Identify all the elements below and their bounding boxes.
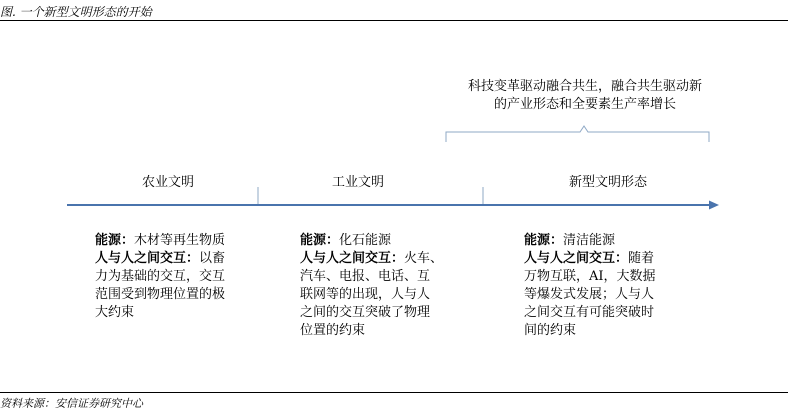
interaction-text: 火车、 [404, 251, 444, 266]
energy-value: 清洁能源 [563, 233, 616, 248]
interaction-label: 人与人之间交互： [95, 251, 200, 266]
stage-new-civilization: 新型文明形态 [568, 175, 647, 190]
callout-line-2: 的产业形态和全要素生产率增长 [493, 97, 676, 112]
interaction-text: 联网等的出现，人与人 [300, 287, 431, 302]
timeline-arrowhead [709, 201, 719, 210]
figure-title: 图. 一个新型文明形态的开始 [0, 5, 152, 19]
interaction-label: 人与人之间交互： [300, 251, 405, 266]
callout-bracket [446, 126, 709, 142]
stage-industrial: 工业文明 [331, 175, 384, 190]
interaction-text: 万物互联，AI，大数据 [524, 269, 656, 284]
energy-label: 能源： [524, 233, 564, 248]
interaction-text: 等爆发式发展；人与人 [524, 287, 655, 302]
energy-value: 化石能源 [339, 233, 392, 248]
energy-value: 木材等再生物质 [134, 233, 226, 248]
industrial-description [300, 232, 443, 340]
interaction-text: 位置的约束 [300, 323, 366, 338]
energy-label: 能源： [300, 233, 340, 248]
bottom-divider [0, 392, 788, 393]
interaction-text: 间的约束 [524, 323, 577, 338]
interaction-text: 范围受到物理位置的极 [95, 287, 226, 302]
interaction-text: 随着 [628, 251, 655, 266]
interaction-text: 大约束 [95, 305, 135, 320]
interaction-text: 之间交互有可能突破时 [524, 305, 655, 320]
interaction-text: 以畜 [199, 251, 226, 266]
interaction-label: 人与人之间交互： [524, 251, 629, 266]
agricultural-description [95, 232, 225, 322]
callout-line-1: 科技变革驱动融合共生，融合共生驱动新 [467, 79, 702, 94]
callout-text [445, 78, 725, 114]
stage-agricultural: 农业文明 [141, 175, 194, 190]
interaction-text: 汽车、电报、电话、互 [300, 269, 431, 284]
new-civilization-description [524, 232, 656, 340]
interaction-text: 力为基础的交互，交互 [95, 269, 226, 284]
interaction-text: 之间的交互突破了物理 [300, 305, 431, 320]
source-note: 资料来源：安信证券研究中心 [0, 397, 143, 410]
energy-label: 能源： [95, 233, 135, 248]
